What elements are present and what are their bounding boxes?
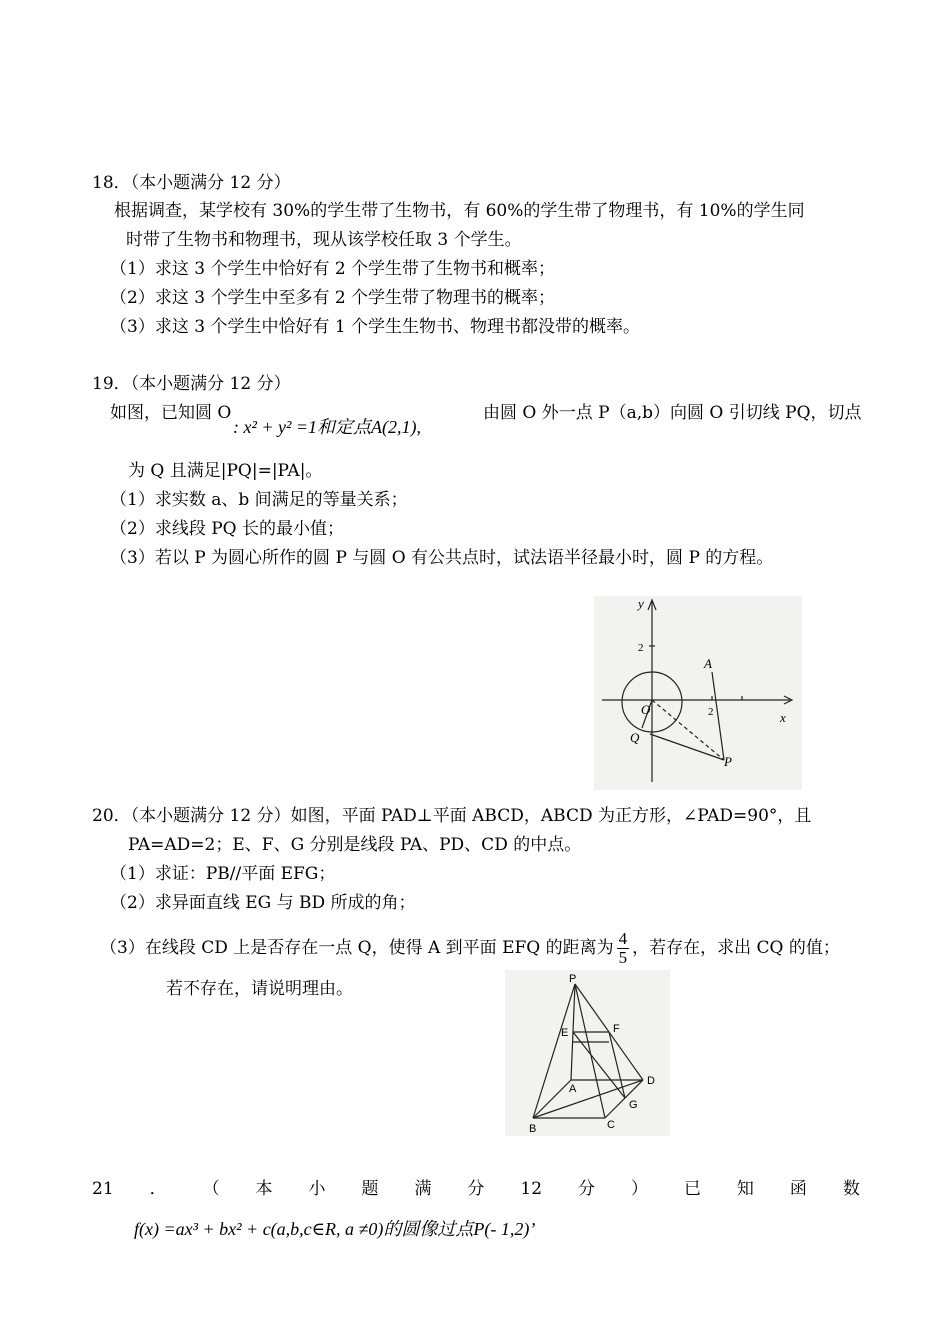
label-q: Q (630, 730, 640, 745)
label-c: C (607, 1119, 615, 1131)
label-tick2-y: 2 (638, 642, 644, 654)
q19-stem-a: 如图，已知圆 O (110, 403, 232, 423)
q19-stem-b: 由圆 O 外一点 P（a,b）向圆 O 引切线 PQ，切点 (483, 403, 862, 423)
label-a: A (704, 656, 712, 671)
label-x: x (780, 710, 786, 725)
q19-title: 19．（本小题满分 12 分） (92, 374, 291, 394)
label-f: F (613, 1023, 620, 1035)
q19-part3: （3）若以 P 为圆心所作的圆 P 与圆 O 有公共点时，试法语半径最小时，圆 P 的方程。 (110, 548, 774, 568)
q21-char: ． (149, 1179, 167, 1199)
q21-title-row (92, 1178, 860, 1200)
q20-part3-cont: 若不存在，请说明理由。 (166, 979, 353, 999)
label-p: P (724, 754, 732, 769)
q21-char: 函 (789, 1179, 807, 1199)
q20-part3-text-b: ，若存在，求出 CQ 的值； (632, 938, 840, 958)
q20-part2: （2）求异面直线 EG 与 BD 所成的角； (110, 893, 416, 913)
label-d: D (647, 1075, 655, 1087)
q21-char: 21 (92, 1179, 114, 1199)
q18-part3: （3）求这 3 个学生中恰好有 1 个学生生物书、物理书都没带的概率。 (110, 317, 641, 337)
label-g: G (629, 1099, 638, 1111)
q21-char: （ (202, 1179, 220, 1199)
fraction-numerator: 4 (618, 929, 628, 948)
label-p: P (569, 973, 577, 985)
q21-char: 分 (467, 1179, 485, 1199)
q21-char: 题 (361, 1179, 379, 1199)
q20-line2: PA=AD=2；E、F、G 分别是线段 PA、PD、CD 的中点。 (128, 835, 582, 855)
q21-char: 本 (255, 1179, 273, 1199)
q20-figure (505, 970, 670, 1136)
q21-char: 已 (683, 1179, 701, 1199)
q21-char: 满 (414, 1179, 432, 1199)
label-a: A (569, 1083, 577, 1095)
q18-stem-line1: 根据调查，某学校有 30%的学生带了生物书，有 60%的学生带了物理书，有 10%的学生同 (114, 201, 805, 221)
q19-stem-line2: 为 Q 且满足|PQ|=|PA|。 (128, 461, 323, 481)
q19-part2: （2）求线段 PQ 长的最小值； (110, 519, 344, 539)
q21-char: 知 (736, 1179, 754, 1199)
q21-char: 小 (308, 1179, 326, 1199)
q20-part3-text-a: （3）在线段 CD 上是否存在一点 Q，使得 A 到平面 EFQ 的距离为 (100, 938, 614, 958)
q19-part1: （1）求实数 a、b 间满足的等量关系； (110, 490, 408, 510)
q21-char: 分 (578, 1179, 595, 1199)
q20-part1: （1）求证：PB//平面 EFG； (110, 864, 336, 884)
q20-line1: 20．（本小题满分 12 分）如图，平面 PAD⊥平面 ABCD，ABCD 为正方形，∠PAD=90°，且 (92, 806, 812, 826)
q18-title: 18．（本小题满分 12 分） (92, 173, 291, 193)
q21-char: 数 (842, 1179, 860, 1199)
segment-pa (712, 672, 724, 760)
label-tick2-x: 2 (708, 706, 714, 718)
edge-bd (533, 1080, 643, 1118)
label-y: y (638, 596, 644, 611)
edge-pb (533, 984, 575, 1118)
q19-figure (594, 596, 802, 790)
q21-char: ） (630, 1179, 648, 1199)
fraction-4-5 (617, 930, 630, 967)
q20-part3 (100, 930, 840, 967)
q21-char: 12 (520, 1179, 543, 1199)
q19-circle-equation: : x² + y² =1和定点A(2,1), (233, 417, 422, 437)
q18-stem-line2: 时带了生物书和物理书，现从该学校任取 3 个学生。 (126, 230, 522, 250)
label-b: B (529, 1123, 537, 1135)
q18-part1: （1）求这 3 个学生中恰好有 2 个学生带了生物书和概率； (110, 259, 556, 279)
segment-pq (650, 734, 724, 760)
q21-function-formula: f(x) =ax³ + bx² + c(a,b,c∈R, a ≠0)的圆像过点P(- 1,2)’ (134, 1219, 536, 1239)
fraction-denominator: 5 (618, 948, 628, 967)
q18-part2: （2）求这 3 个学生中至多有 2 个学生带了物理书的概率； (110, 288, 556, 308)
label-e: E (561, 1027, 569, 1039)
label-o: O (641, 702, 651, 717)
